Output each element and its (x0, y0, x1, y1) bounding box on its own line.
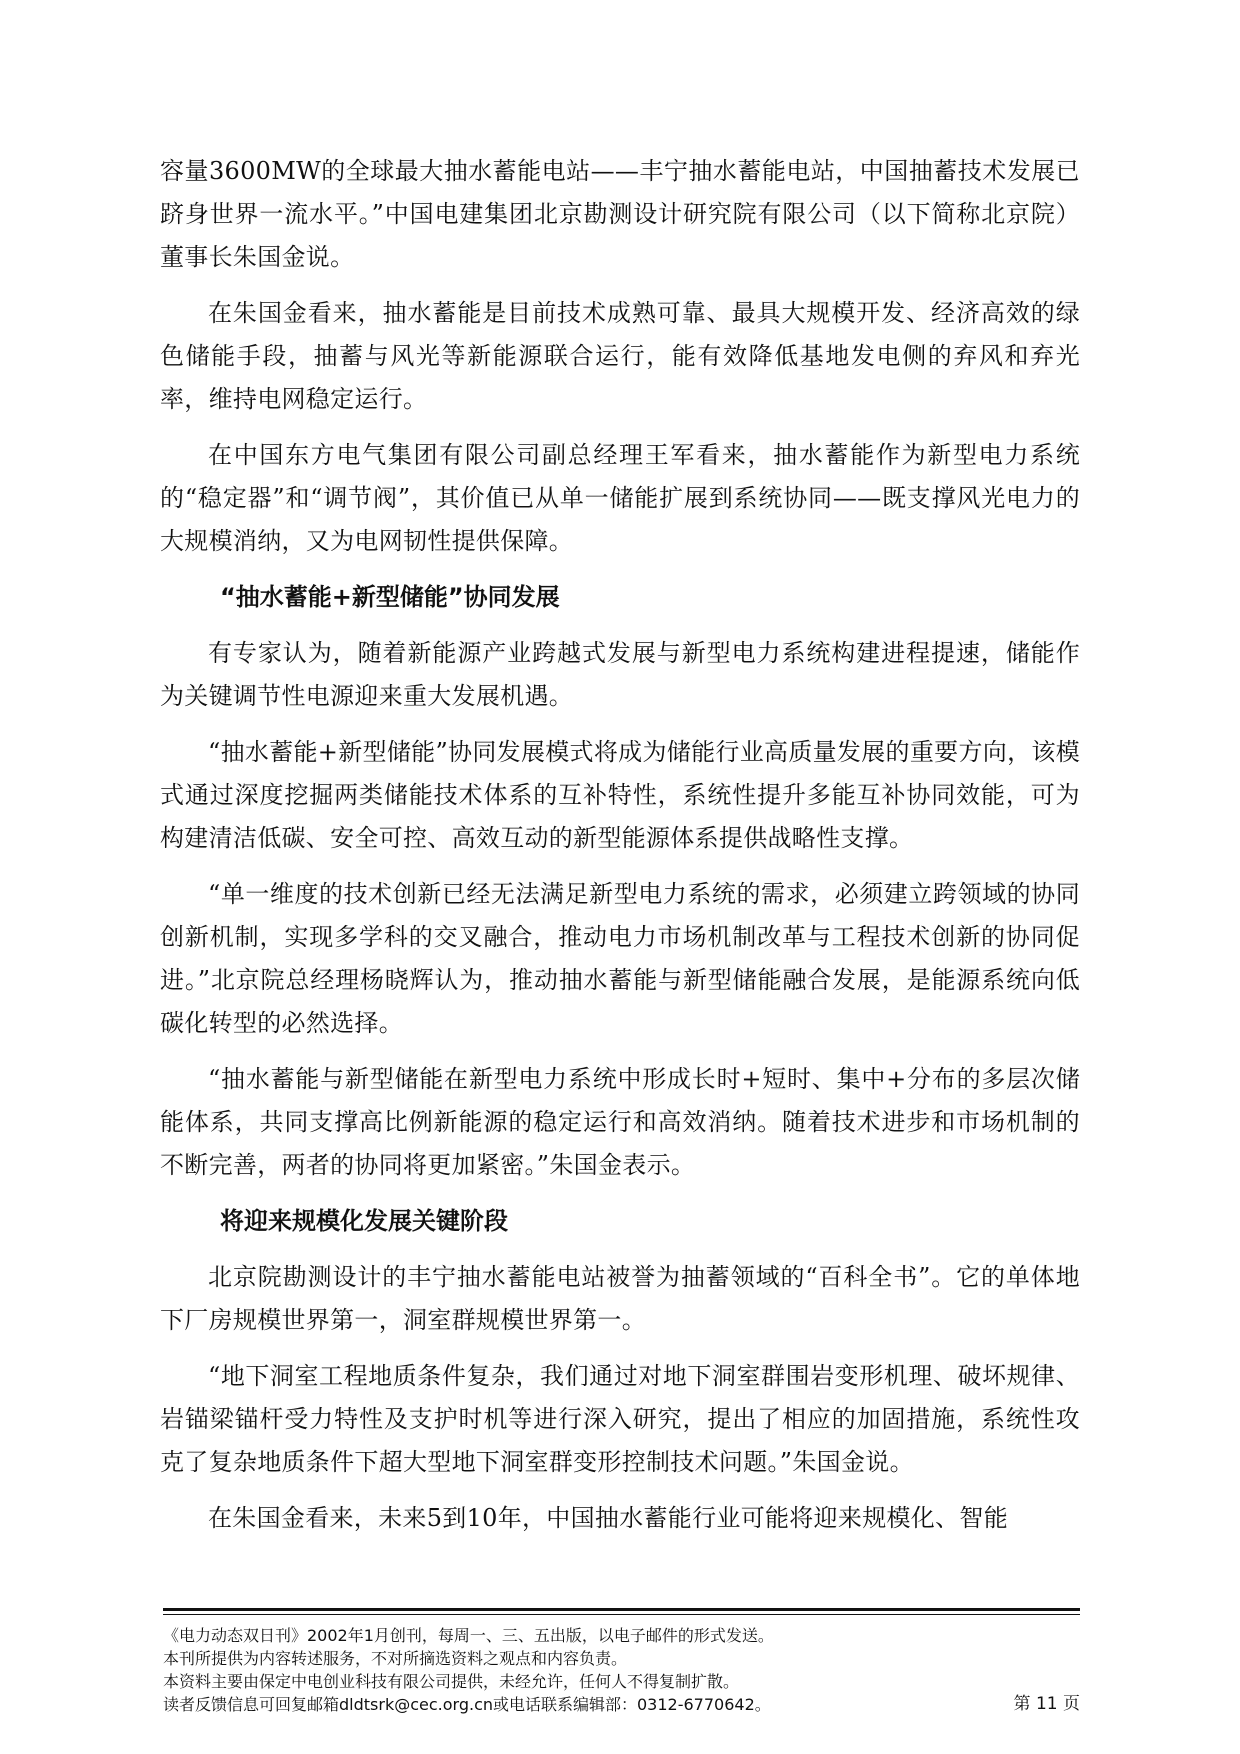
paragraph-9: “地下洞室工程地质条件复杂，我们通过对地下洞室群围岩变形机理、破坏规律、岩锚梁锚杆受力特性及支护时机等进行深入研究，提出了相应的加固措施，系统性攻克了复杂地质条件下超大型地下洞室群变形控制技术问题。”朱国金说。 (160, 1362, 1080, 1476)
page-number: 第 11 页 (1013, 1694, 1080, 1714)
paragraph-4: 有专家认为，随着新能源产业跨越式发展与新型电力系统构建进程提速，储能作为关键调节性电源迎来重大发展机遇。 (160, 639, 1080, 710)
section-heading-scale-stage: 将迎来规模化发展关键阶段 (220, 1207, 508, 1235)
footer-copyright: 本资料主要由保定中电创业科技有限公司提供，未经允许，任何人不得复制扩散。 (163, 1672, 740, 1691)
footer-notes (163, 1624, 1080, 1716)
paragraph-8: 北京院勘测设计的丰宁抽水蓄能电站被誉为抽蓄领域的“百科全书”。它的单体地下厂房规模世界第一，洞室群规模世界第一。 (160, 1263, 1080, 1334)
paragraph-2: 在朱国金看来，抽水蓄能是目前技术成熟可靠、最具大规模开发、经济高效的绿色储能手段，抽蓄与风光等新能源联合运行，能有效降低基地发电侧的弃风和弃光率，维持电网稳定运行。 (160, 299, 1080, 413)
footer-divider-thick (163, 1608, 1080, 1611)
footer-disclaimer: 本刊所提供为内容转述服务，不对所摘选资料之观点和内容负责。 (163, 1649, 628, 1668)
section-heading-collaboration: “抽水蓄能+新型储能”协同发展 (220, 583, 560, 611)
paragraph-7: “抽水蓄能与新型储能在新型电力系统中形成长时+短时、集中+分布的多层次储能体系，共同支撑高比例新能源的稳定运行和高效消纳。随着技术进步和市场机制的不断完善，两者的协同将更加紧密。”朱国金表示。 (160, 1065, 1080, 1179)
page-footer (163, 1608, 1080, 1716)
article-body (160, 150, 1080, 1553)
footer-divider-thin (163, 1614, 1080, 1615)
paragraph-10: 在朱国金看来，未来5到10年，中国抽水蓄能行业可能将迎来规模化、智能 (208, 1504, 1009, 1532)
footer-publication-info: 《电力动态双日刊》2002年1月创刊，每周一、三、五出版，以电子邮件的形式发送。 (163, 1626, 774, 1645)
paragraph-3: 在中国东方电气集团有限公司副总经理王军看来，抽水蓄能作为新型电力系统的“稳定器”和“调节阀”，其价值已从单一储能扩展到系统协同——既支撑风光电力的大规模消纳，又为电网韧性提供保障。 (160, 441, 1080, 555)
paragraph-6: “单一维度的技术创新已经无法满足新型电力系统的需求，必须建立跨领域的协同创新机制，实现多学科的交叉融合，推动电力市场机制改革与工程技术创新的协同促进。”北京院总经理杨晓辉认为，推动抽水蓄能与新型储能融合发展，是能源系统向低碳化转型的必然选择。 (160, 880, 1080, 1037)
paragraph-5: “抽水蓄能+新型储能”协同发展模式将成为储能行业高质量发展的重要方向，该模式通过深度挖掘两类储能技术体系的互补特性，系统性提升多能互补协同效能，可为构建清洁低碳、安全可控、高效互动的新型能源体系提供战略性支撑。 (160, 738, 1080, 852)
footer-contact: 读者反馈信息可回复邮箱dldtsrk@cec.org.cn或电话联系编辑部：0312-6770642。 (163, 1695, 771, 1714)
paragraph-1: 容量3600MW的全球最大抽水蓄能电站——丰宁抽水蓄能电站，中国抽蓄技术发展已跻身世界一流水平。”中国电建集团北京勘测设计研究院有限公司（以下简称北京院）董事长朱国金说。 (160, 157, 1080, 271)
